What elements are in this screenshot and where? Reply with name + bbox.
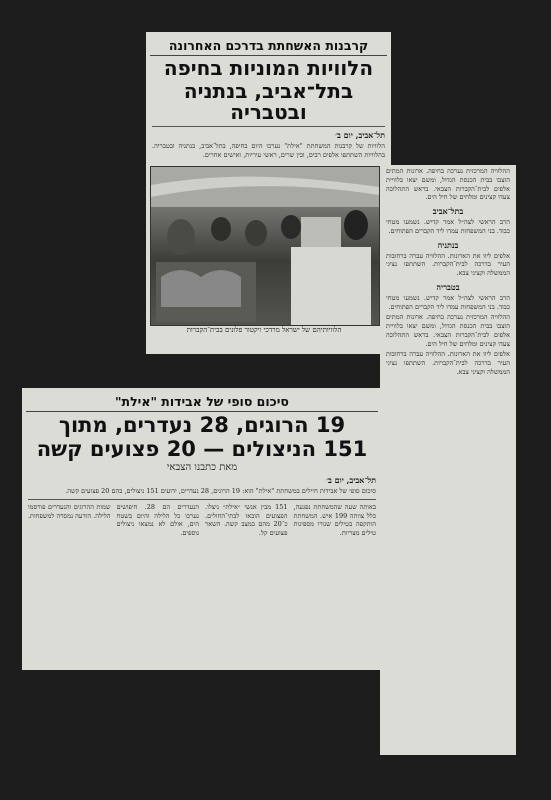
photo-caption: הלוויותיהם של ישראל מרדכי ויקטור פלונים בבית־הקברות	[186, 326, 342, 334]
kicker: סיכום סופי של אבידות "אילת"	[26, 394, 378, 412]
funeral-photo-image	[151, 167, 379, 325]
headline-line-2: 151 הניצולים — 20 פצועים קשה	[36, 437, 368, 462]
column-paragraph-4: הרב הראשי לצה״ל אמר קדיש. נשמעו מטחי כבוד. בני המשפחות עמדו ליד הקברים הפתוחים.	[386, 293, 510, 311]
subhead-tel-aviv: בתל־אביב	[432, 206, 464, 217]
byline: תל־אביב, יום ב׳	[335, 130, 385, 140]
divider	[28, 499, 376, 500]
subhead-tiberias: בטבריה	[436, 281, 460, 292]
column-paragraph-2: הרב הראשי לצה״ל אמר קדיש. נשמעו מטחי כבוד. בני המשפחות עמדו ליד הקברים הפתוחים.	[386, 218, 510, 235]
column-2: 151 מבין אנשי ״אילת״ ניצלו. הפצועים הובאו לבתי־החולים. כ־20 מהם במצב קשה. השאר פצועים קל.	[205, 502, 288, 538]
headline-line-1: הלוויות המוניות בחיפה	[163, 56, 374, 80]
column-1: באותה שעה שהמשחתת נפגעה, כלל צוותה 199 איש. המשחתת הותקפה בטילים שנורו מספינות טילים מצריות.	[293, 502, 376, 538]
column-3: הנעדרים הם 28. חיפושים נערכו כל הלילה והיום בשטח הים, אולם לא נמצאו ניצולים נוספים.	[116, 502, 199, 538]
subhead-netanya: בנתניה	[437, 239, 459, 250]
column-paragraph-1: ההלוויה המרכזית נערכה בחיפה. ארונות המתים הוצבו בבית הכנסת הגדול, ומשם יצאו בלוויית אלפים לבית־הקברות הצבאי. בראש התהלוכה צעדו קצינים ומלחים של חיל הים.	[386, 167, 510, 202]
divider	[152, 126, 385, 127]
lead-paragraph: הלוויות של קרבנות המשחתת "אילת" נערכו היום בחיפה, בתל־אביב, בנתניה ובטבריה. בהלוויות השתתפו אלפים רבים, ובין שרים, ראשי עיריות, ואישים אחרים.	[152, 142, 385, 159]
column-paragraph-6: אלפים ליוו את הארונות. ההלוויה עברה ברחובות העיר בדרכה לבית־הקברות. השתתפו נציגי הממשלה וקציני צבא.	[386, 350, 510, 377]
kicker: קרבנות האשחתת בדרכם האחרונה	[150, 38, 387, 56]
column-paragraph-5: ההלוויה המרכזית נערכה בחיפה. ארונות המתים הוצבו בבית הכנסת הגדול, ומשם יצאו בלוויית אלפים לבית־הקברות הצבאי. בראש התהלוכה צעדו קצינים ומלחים של חיל הים.	[386, 313, 510, 348]
column-4: שמות ההרוגים והנעדרים פורסמו הלילה. הודעה נמסרה למשפחות.	[27, 502, 111, 520]
funeral-photo	[150, 166, 380, 326]
body-columns	[28, 503, 376, 538]
clipping-casualties	[22, 388, 382, 670]
headline-line-1: 19 הרוגים, 28 נעדרים, מתוך	[58, 413, 346, 437]
headline-line-2: בתל־אביב, בנתניה ובטבריה	[183, 79, 354, 124]
byline-label: מאת כתבנו הצבאי	[166, 462, 238, 474]
lead-paragraph: סיכום סופי של אבידות חיילים במשחתת "אילת" הוא: 19 הרוגים, 28 נעדרים, ידועים 151 ניצולים, בהם 20 פצועים קשה.	[65, 487, 376, 496]
byline: תל־אביב, יום ב׳	[326, 475, 376, 486]
clipping-funerals-column	[380, 165, 516, 755]
column-paragraph-3: אלפים ליוו את הארונות. ההלוויה עברה ברחובות העיר בדרכה לבית־הקברות. השתתפו נציגי הממשלה וקציני צבא.	[386, 251, 510, 278]
